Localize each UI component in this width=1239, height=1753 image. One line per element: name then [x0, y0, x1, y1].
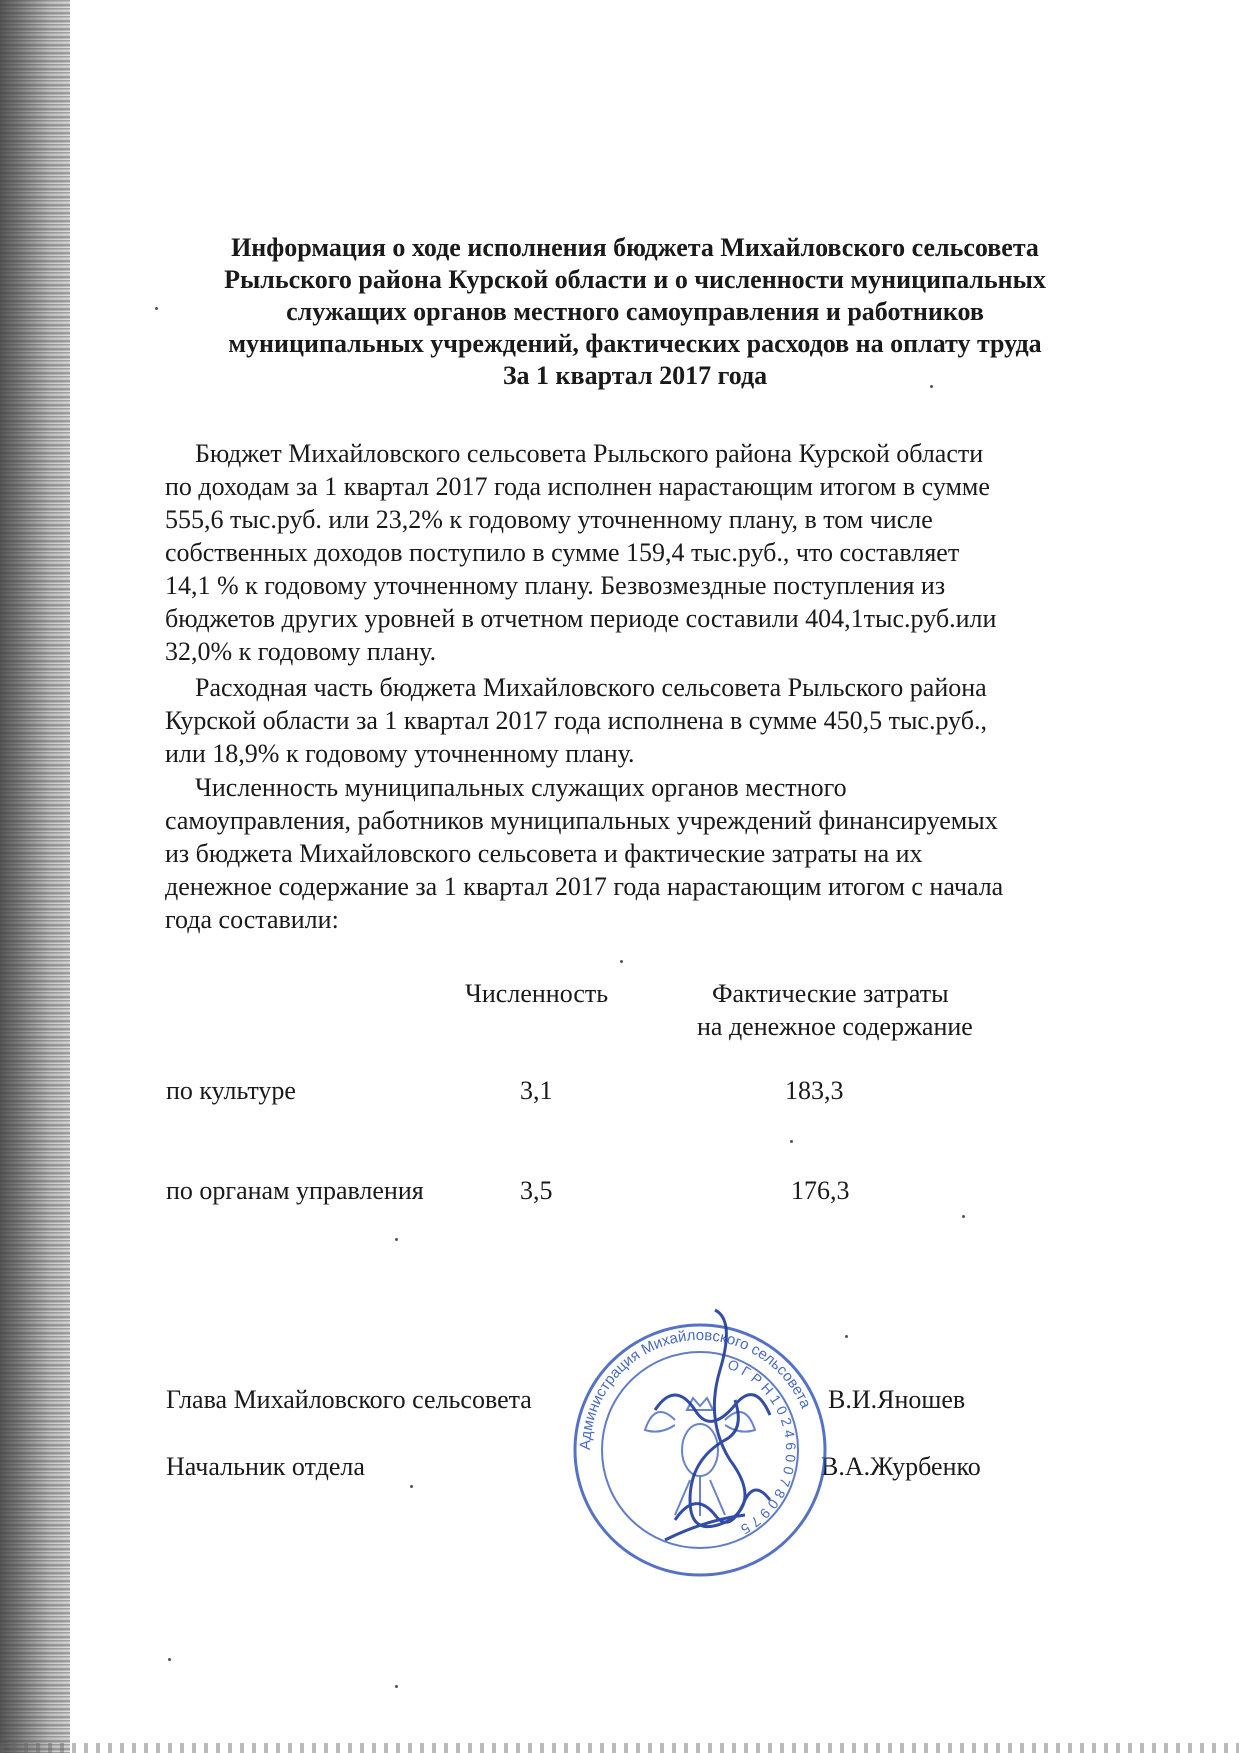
- p1-line-5: 14,1 % к годовому уточненному плану. Безвозмездные поступления из: [165, 571, 946, 600]
- head-signatory-name: В.И.Яношев: [828, 1385, 966, 1414]
- p3-line-3: из бюджета Михайловского сельсовета и фактические затраты на их: [165, 839, 923, 868]
- title-line-2: Рыльского района Курской области и о численности муниципальных: [224, 265, 1046, 294]
- column-header-cost-line-1: Фактические затраты: [712, 979, 949, 1008]
- title-line-1: Информация о ходе исполнения бюджета Михайловского сельсовета: [231, 233, 1039, 262]
- p1-line-7: 32,0% к годовому плану.: [165, 637, 437, 666]
- p2-line-2: Курской области за 1 квартал 2017 года исполнена в сумме 450,5 тыс.руб.,: [165, 706, 987, 735]
- row-management-label: по органам управления: [166, 1176, 424, 1205]
- official-seal-stamp: [565, 1300, 835, 1590]
- paragraph-staff: [165, 771, 1120, 936]
- scan-speck: [790, 1140, 793, 1143]
- title-line-4: муниципальных учреждений, фактических расходов на оплату труда: [228, 329, 1042, 358]
- scan-speck: [845, 1335, 848, 1338]
- column-header-cost-line-2: на денежное содержание: [697, 1012, 973, 1041]
- row-culture-count: 3,1: [520, 1076, 553, 1105]
- row-management-count: 3,5: [520, 1176, 553, 1205]
- scan-speck: [395, 1685, 398, 1688]
- title-line-3: служащих органов местного самоуправления и работников: [286, 297, 984, 326]
- head-signatory-title: Глава Михайловского сельсовета: [166, 1385, 532, 1414]
- p1-line-3: 555,6 тыс.руб. или 23,2% к годовому уточненному плану, в том числе: [165, 505, 933, 534]
- scan-speck: [620, 960, 623, 963]
- paragraph-revenue: [165, 437, 1120, 668]
- p1-line-6: бюджетов других уровней в отчетном периоде составили 404,1тыс.руб.или: [165, 604, 997, 633]
- title-line-5: За 1 квартал 2017 года: [502, 361, 768, 390]
- column-header-count: Численность: [465, 979, 609, 1008]
- row-management-cost: 176,3: [791, 1176, 850, 1205]
- dept-signatory-title: Начальник отдела: [166, 1452, 365, 1481]
- scan-speck: [395, 1238, 398, 1241]
- scan-speck: [410, 1485, 413, 1488]
- document-title: [150, 232, 1120, 392]
- p1-line-4: собственных доходов поступило в сумме 159,4 тыс.руб., что составляет: [165, 538, 960, 567]
- stamp-ring-text: Администрация Михайловского сельсовета: [576, 1326, 815, 1451]
- scan-speck: [930, 385, 933, 388]
- row-culture-label: по культуре: [166, 1076, 296, 1105]
- scan-speck: [962, 1215, 965, 1218]
- p3-line-2: самоуправления, работников муниципальных учреждений финансируемых: [165, 806, 998, 835]
- scan-speck: [155, 307, 158, 310]
- scan-speck: [168, 1658, 171, 1661]
- p1-line-1: Бюджет Михайловского сельсовета Рыльского района Курской области: [195, 439, 984, 468]
- stamp-ogrn-text: О Г Р Н 1 0 2 4 6 0 0 7 8 0 9 7 5: [725, 1355, 800, 1538]
- p3-line-4: денежное содержание за 1 квартал 2017 года нарастающим итогом с начала: [165, 872, 1004, 901]
- p3-line-5: года составили:: [165, 905, 339, 934]
- p2-line-3: или 18,9% к годовому уточненному плану.: [165, 739, 635, 768]
- p3-line-1: Численность муниципальных служащих органов местного: [195, 773, 847, 802]
- row-culture-cost: 183,3: [785, 1076, 844, 1105]
- dept-signatory-name: В.А.Журбенко: [821, 1452, 981, 1481]
- p1-line-2: по доходам за 1 квартал 2017 года исполнен нарастающим итогом в сумме: [165, 472, 990, 501]
- paragraph-expenses: [165, 671, 1120, 770]
- p2-line-1: Расходная часть бюджета Михайловского сельсовета Рыльского района: [195, 673, 987, 702]
